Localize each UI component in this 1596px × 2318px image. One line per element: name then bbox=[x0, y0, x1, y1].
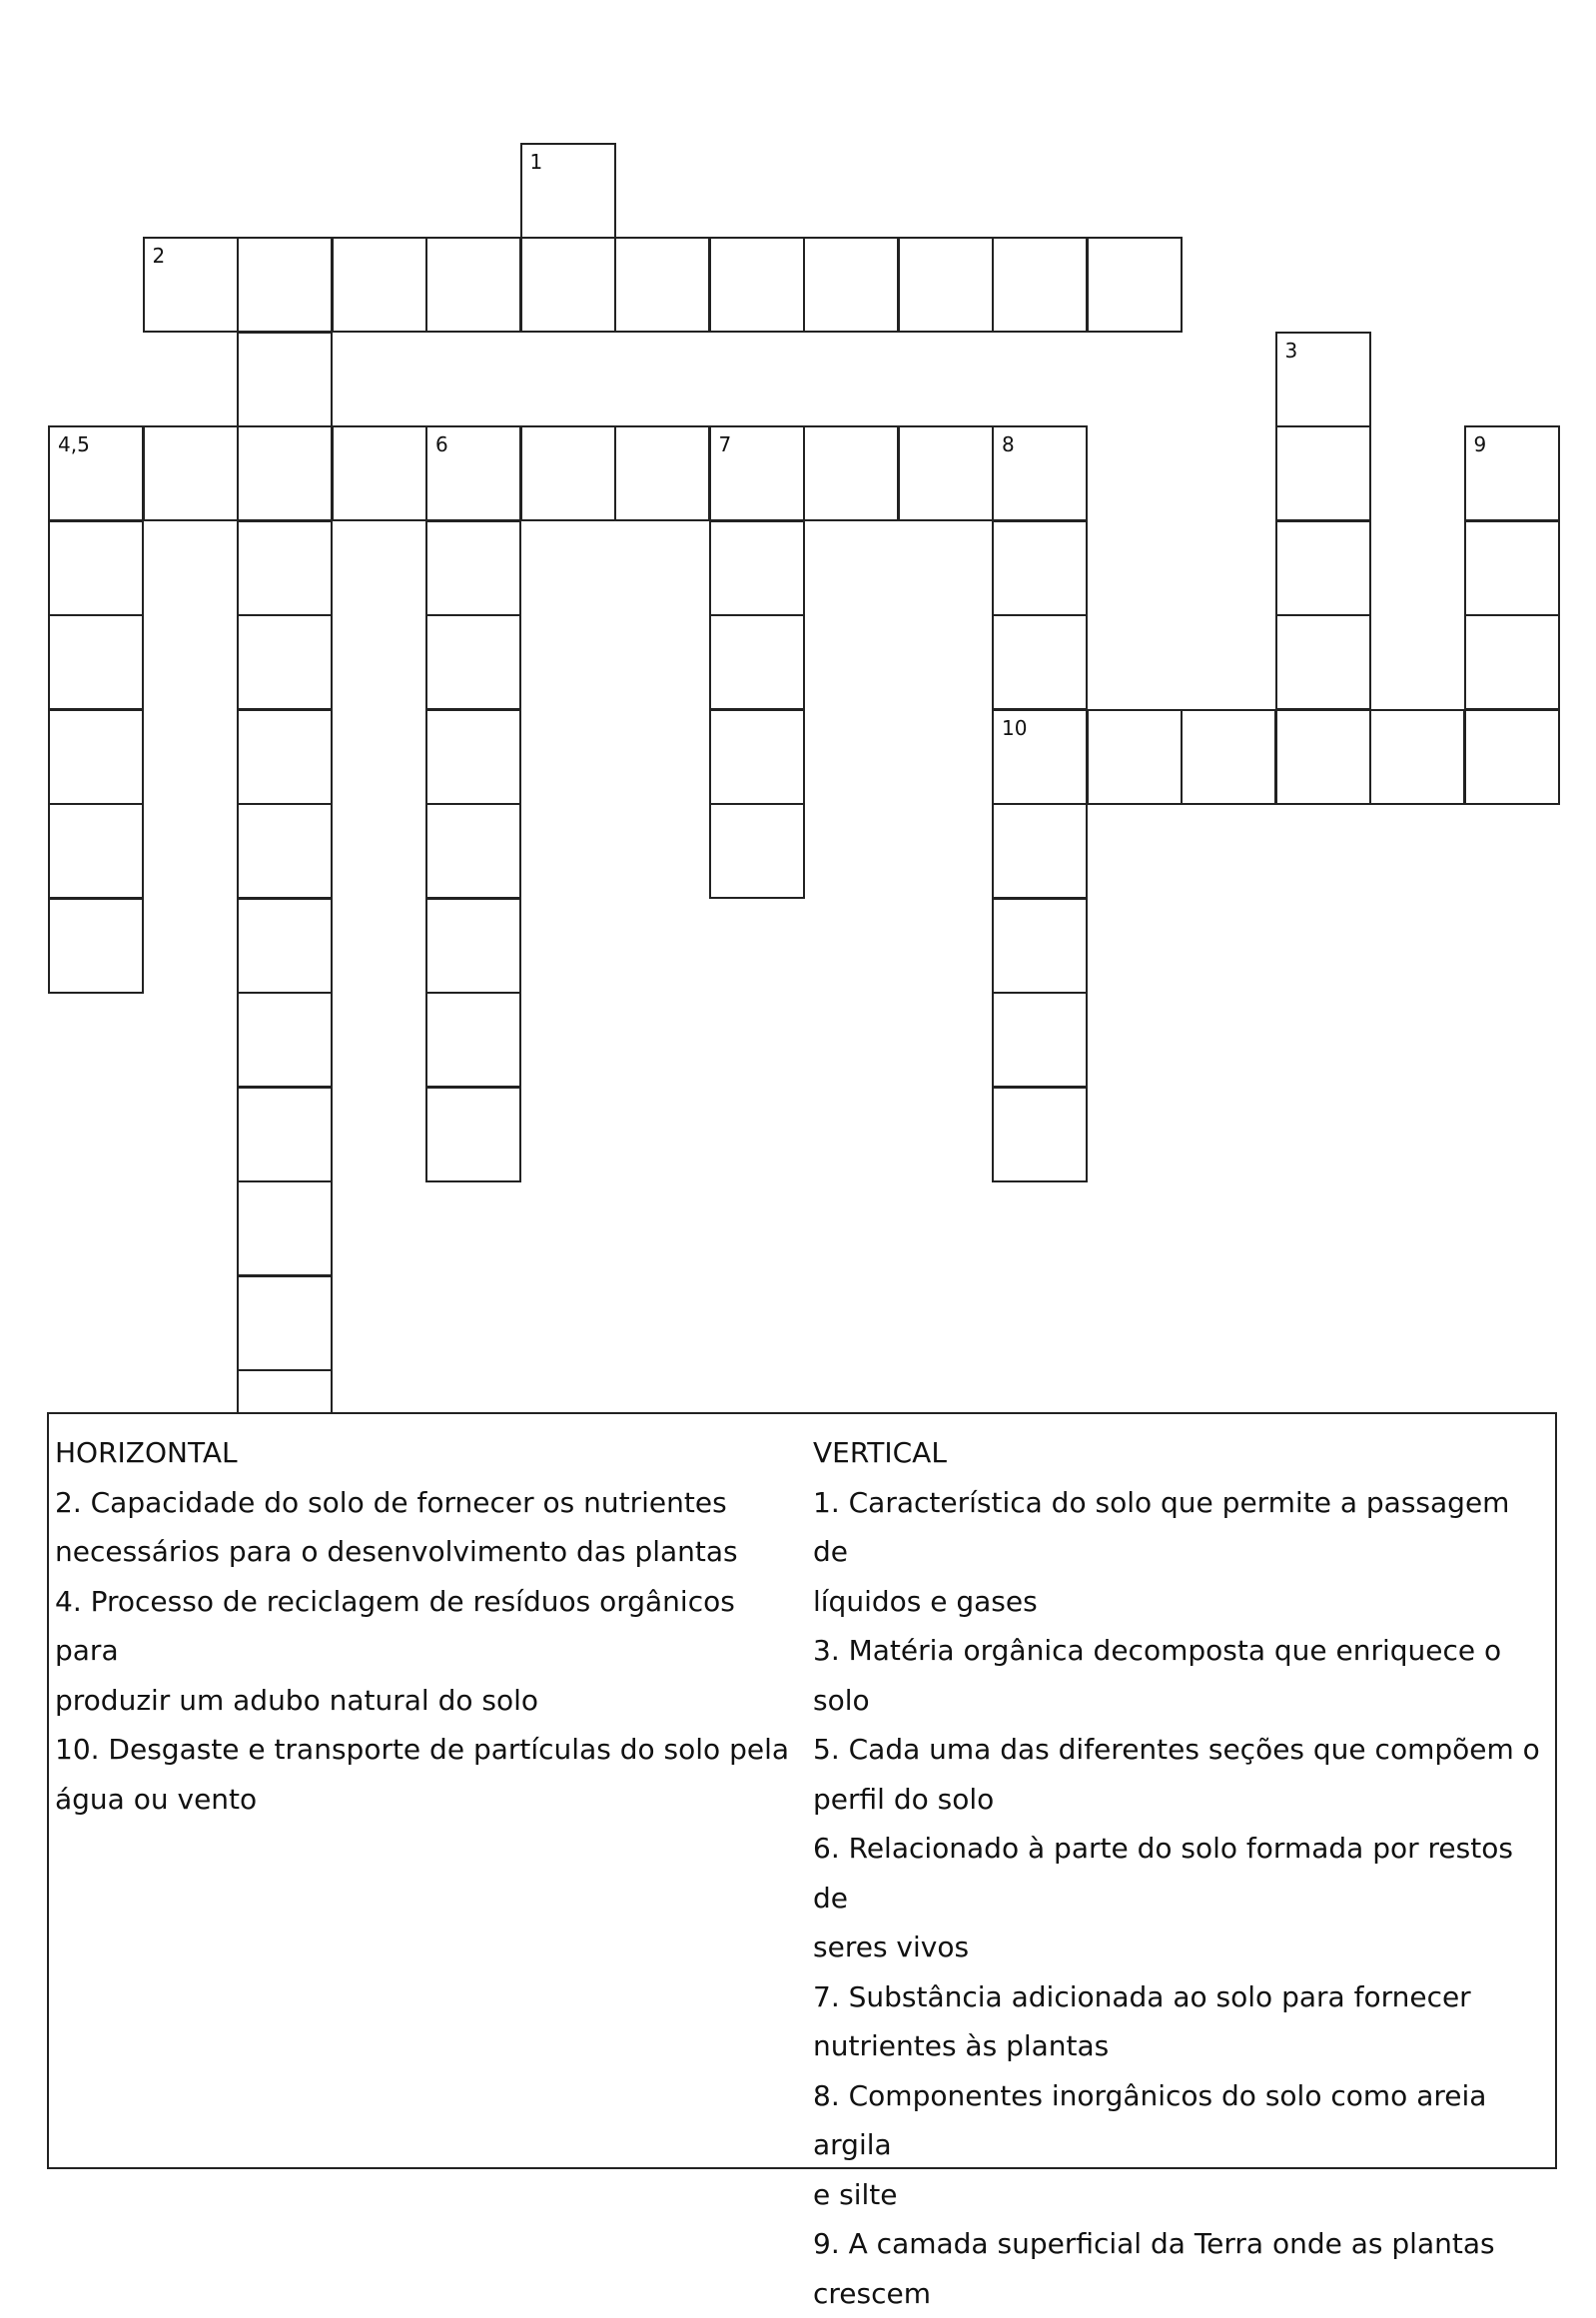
crossword-cell[interactable] bbox=[237, 1275, 333, 1371]
crossword-cell[interactable] bbox=[1275, 425, 1371, 521]
crossword-cell[interactable] bbox=[425, 614, 521, 710]
crossword-cell[interactable] bbox=[425, 520, 521, 616]
crossword-cell[interactable] bbox=[1087, 709, 1183, 805]
crossword-cell[interactable] bbox=[709, 520, 805, 616]
crossword-cell[interactable] bbox=[992, 237, 1088, 333]
crossword-cell[interactable] bbox=[48, 709, 144, 805]
crossword-cell[interactable] bbox=[898, 425, 994, 521]
crossword-cell[interactable] bbox=[992, 520, 1088, 616]
clue-line: 3. Matéria orgânica decomposta que enriquece o solo bbox=[813, 1626, 1552, 1725]
crossword-cell[interactable] bbox=[1369, 709, 1465, 805]
clue-line: 6. Relacionado à parte do solo formada por restos de bbox=[813, 1824, 1552, 1923]
clue-line: 5. Cada uma das diferentes seções que compõem o bbox=[813, 1725, 1552, 1775]
clue-line: 4. Processo de reciclagem de resíduos orgânicos para bbox=[55, 1577, 794, 1676]
crossword-cell[interactable] bbox=[237, 520, 333, 616]
clue-number: 9 bbox=[1474, 434, 1487, 454]
clue-line: líquidos e gases bbox=[813, 1577, 1552, 1627]
clue-line: e silte bbox=[813, 2170, 1552, 2220]
clue-line: produzir um adubo natural do solo bbox=[55, 1676, 794, 1726]
crossword-cell[interactable] bbox=[709, 709, 805, 805]
clues-box bbox=[47, 1412, 1557, 2169]
crossword-cell[interactable] bbox=[332, 425, 427, 521]
clue-line: crescem bbox=[813, 2269, 1552, 2318]
crossword-cell[interactable] bbox=[1275, 709, 1371, 805]
crossword-cell[interactable] bbox=[709, 803, 805, 899]
crossword-cell[interactable] bbox=[425, 1087, 521, 1182]
crossword-cell[interactable] bbox=[614, 425, 710, 521]
crossword-cell[interactable] bbox=[992, 803, 1088, 899]
crossword-cell[interactable] bbox=[992, 614, 1088, 710]
vertical-title: VERTICAL bbox=[813, 1428, 1552, 1478]
crossword-cell[interactable] bbox=[425, 709, 521, 805]
crossword-cell[interactable] bbox=[425, 237, 521, 333]
crossword-cell[interactable] bbox=[1181, 709, 1276, 805]
crossword-cell[interactable] bbox=[709, 425, 805, 521]
clue-line: 7. Substância adicionada ao solo para fornecer bbox=[813, 1972, 1552, 2022]
crossword-cell[interactable] bbox=[1275, 520, 1371, 616]
crossword-cell[interactable] bbox=[237, 614, 333, 710]
crossword-cell[interactable] bbox=[992, 1087, 1088, 1182]
clue-number: 7 bbox=[719, 434, 732, 454]
crossword-cell[interactable] bbox=[143, 425, 239, 521]
crossword-cell[interactable] bbox=[48, 520, 144, 616]
crossword-cell[interactable] bbox=[237, 803, 333, 899]
clue-line: necessários para o desenvolvimento das plantas bbox=[55, 1527, 794, 1577]
crossword-cell[interactable] bbox=[992, 898, 1088, 994]
horizontal-clues bbox=[55, 1428, 794, 1824]
vertical-clues bbox=[813, 1428, 1552, 2318]
crossword-cell[interactable] bbox=[709, 237, 805, 333]
clue-number: 1 bbox=[530, 152, 543, 172]
crossword-cell[interactable] bbox=[1087, 237, 1183, 333]
crossword-cell[interactable] bbox=[143, 237, 239, 333]
crossword-cell[interactable] bbox=[803, 425, 899, 521]
crossword-cell[interactable] bbox=[1464, 614, 1560, 710]
clue-line: 1. Característica do solo que permite a passagem de bbox=[813, 1478, 1552, 1577]
crossword-cell[interactable] bbox=[48, 803, 144, 899]
clue-number: 2 bbox=[153, 246, 166, 266]
crossword-cell[interactable] bbox=[520, 143, 616, 239]
crossword-cell[interactable] bbox=[992, 992, 1088, 1088]
crossword-cell[interactable] bbox=[992, 709, 1088, 805]
crossword-cell[interactable] bbox=[237, 1180, 333, 1276]
clue-line: 9. A camada superficial da Terra onde as plantas bbox=[813, 2219, 1552, 2269]
crossword-cell[interactable] bbox=[48, 898, 144, 994]
clue-line: seres vivos bbox=[813, 1923, 1552, 1972]
crossword-cell[interactable] bbox=[237, 425, 333, 521]
clue-line: 10. Desgaste e transporte de partículas do solo pela bbox=[55, 1725, 794, 1775]
crossword-cell[interactable] bbox=[614, 237, 710, 333]
clue-number: 8 bbox=[1002, 434, 1015, 454]
crossword-cell[interactable] bbox=[48, 425, 144, 521]
crossword-cell[interactable] bbox=[237, 898, 333, 994]
clue-number: 3 bbox=[1285, 341, 1298, 361]
crossword-cell[interactable] bbox=[1464, 425, 1560, 521]
crossword-cell[interactable] bbox=[48, 614, 144, 710]
crossword-cell[interactable] bbox=[1464, 520, 1560, 616]
crossword-cell[interactable] bbox=[520, 237, 616, 333]
clue-line: 8. Componentes inorgânicos do solo como areia argila bbox=[813, 2071, 1552, 2170]
clue-number: 4,5 bbox=[58, 434, 90, 454]
crossword-cell[interactable] bbox=[425, 425, 521, 521]
crossword-cell[interactable] bbox=[425, 898, 521, 994]
crossword-cell[interactable] bbox=[1275, 614, 1371, 710]
clue-line: 2. Capacidade do solo de fornecer os nutrientes bbox=[55, 1478, 794, 1528]
crossword-cell[interactable] bbox=[898, 237, 994, 333]
crossword-cell[interactable] bbox=[992, 425, 1088, 521]
clue-number: 10 bbox=[1002, 718, 1027, 738]
clue-line: água ou vento bbox=[55, 1775, 794, 1825]
crossword-cell[interactable] bbox=[237, 992, 333, 1088]
crossword-cell[interactable] bbox=[425, 803, 521, 899]
clue-line: nutrientes às plantas bbox=[813, 2021, 1552, 2071]
crossword-cell[interactable] bbox=[237, 237, 333, 333]
crossword-cell[interactable] bbox=[237, 332, 333, 427]
crossword-cell[interactable] bbox=[1464, 709, 1560, 805]
crossword-cell[interactable] bbox=[520, 425, 616, 521]
crossword-cell[interactable] bbox=[237, 1087, 333, 1182]
horizontal-title: HORIZONTAL bbox=[55, 1428, 794, 1478]
crossword-cell[interactable] bbox=[803, 237, 899, 333]
crossword-cell[interactable] bbox=[709, 614, 805, 710]
clue-line: perfil do solo bbox=[813, 1775, 1552, 1825]
crossword-cell[interactable] bbox=[425, 992, 521, 1088]
crossword-cell[interactable] bbox=[237, 709, 333, 805]
crossword-cell[interactable] bbox=[332, 237, 427, 333]
clue-number: 6 bbox=[435, 434, 448, 454]
crossword-cell[interactable] bbox=[1275, 332, 1371, 427]
